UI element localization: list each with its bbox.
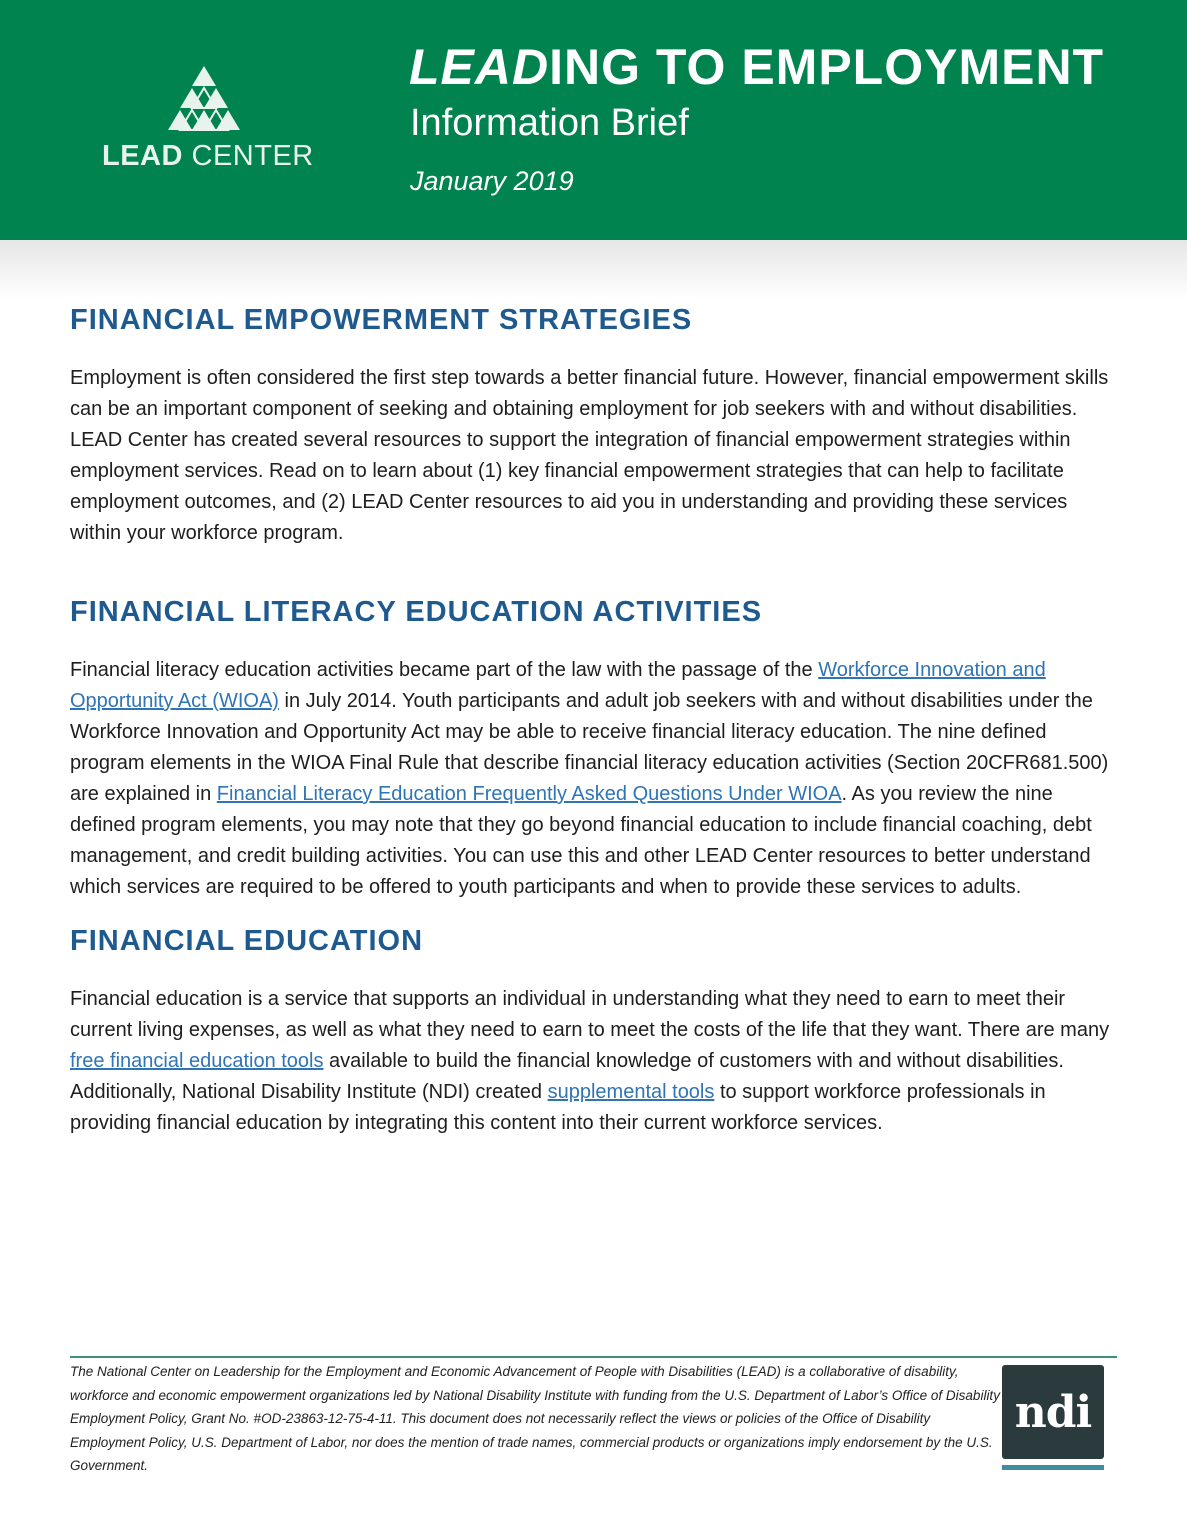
faq-link[interactable]: Financial Literacy Education Frequently Asked Questions Under WIOA — [216, 783, 842, 805]
wioa-link[interactable]: Workforce Innovation and Opportunity Act (WIOA) — [70, 659, 1046, 712]
logo-text-light: CENTER — [191, 140, 314, 172]
triangle-mountain-icon — [156, 64, 252, 134]
main-content — [70, 298, 1120, 1139]
lead-center-logo — [68, 60, 336, 180]
page-title — [409, 36, 1104, 98]
header-band — [0, 0, 1187, 240]
section-body-empowerment: Employment is often considered the first step towards a better financial future. However, financial empowerment skills can be an important component of seeking and obtaining employment for job seekers with and without disabilities. LEAD Center has created several resources to support the integration of financial empowerment strategies within employment services. Read on to learn about (1) key financial empowerment strategies that can help to facilitate employment outcomes, and (2) LEAD Center resources to aid you in understanding and providing these services within your workforce program. — [70, 367, 1109, 544]
page-subtitle: Information Brief — [410, 102, 689, 144]
section-heading-empowerment: FINANCIAL EMPOWERMENT STRATEGIES — [70, 304, 693, 336]
supplemental-tools-link[interactable]: supplemental tools — [547, 1081, 715, 1103]
free-tools-link[interactable]: free financial education tools — [70, 1050, 324, 1072]
body-text: Financial literacy education activities became part of the law with the passage of the — [70, 659, 819, 681]
title-italic: LEAD — [409, 39, 550, 95]
footer-disclaimer: The National Center on Leadership for the Employment and Economic Advancement of People with Disabilities (LEAD) is a collaborative of disability, workforce and economic empowerment organizations led by National Disability Institute with funding from the U.S. Department of Labor’s Office of Disability Employment Policy, Grant No. #OD-23863-12-75-4-11. This document does not necessarily reflect the views or policies of the Office of Disability Employment Policy, U.S. Department of Labor, nor does the mention of trade names, commercial products or organizations imply endorsement by the U.S. Government. — [70, 1364, 1000, 1473]
header-shadow — [0, 240, 1187, 300]
body-text: Financial education is a service that supports an individual in understanding what they need to earn to meet their current living expenses, as well as what they need to earn to meet the costs of the life that they want. There are many — [70, 988, 1110, 1041]
body-text: available to build the financial knowledge of customers with and without disabilities. Additionally, National Disability Institute (NDI) created — [70, 1050, 1064, 1103]
logo-text — [102, 140, 322, 173]
section-body-literacy — [70, 655, 1120, 903]
publication-date: January 2019 — [410, 166, 574, 196]
ndi-logo-text: ndi — [1014, 1386, 1092, 1438]
title-rest: ING TO EMPLOYMENT — [549, 39, 1105, 95]
section-body-education — [70, 984, 1120, 1139]
ndi-logo — [1002, 1365, 1104, 1459]
body-text: . As you review the nine defined program elements, you may note that they go beyond financial education to include financial coaching, debt management, and credit building activities. You can use this and other LEAD Center resources to better understand which services are required to be offered to youth participants and when to provide these services to adults. — [70, 783, 1092, 898]
section-heading-education: FINANCIAL EDUCATION — [70, 925, 424, 957]
footer-divider — [70, 1356, 1117, 1358]
section-heading-literacy: FINANCIAL LITERACY EDUCATION ACTIVITIES — [70, 596, 763, 628]
body-text: to support workforce professionals in providing financial education by integrating this content into their current workforce services. — [70, 1081, 1046, 1134]
ndi-logo-bar — [1002, 1465, 1104, 1470]
logo-text-bold: LEAD — [102, 140, 183, 172]
body-text: in July 2014. Youth participants and adult job seekers with and without disabilities under the Workforce Innovation and Opportunity Act may be able to receive financial literacy education. The nine defined program elements in the WIOA Final Rule that describe financial literacy education activities (Section 20CFR681.500) are explained in — [70, 690, 1109, 805]
